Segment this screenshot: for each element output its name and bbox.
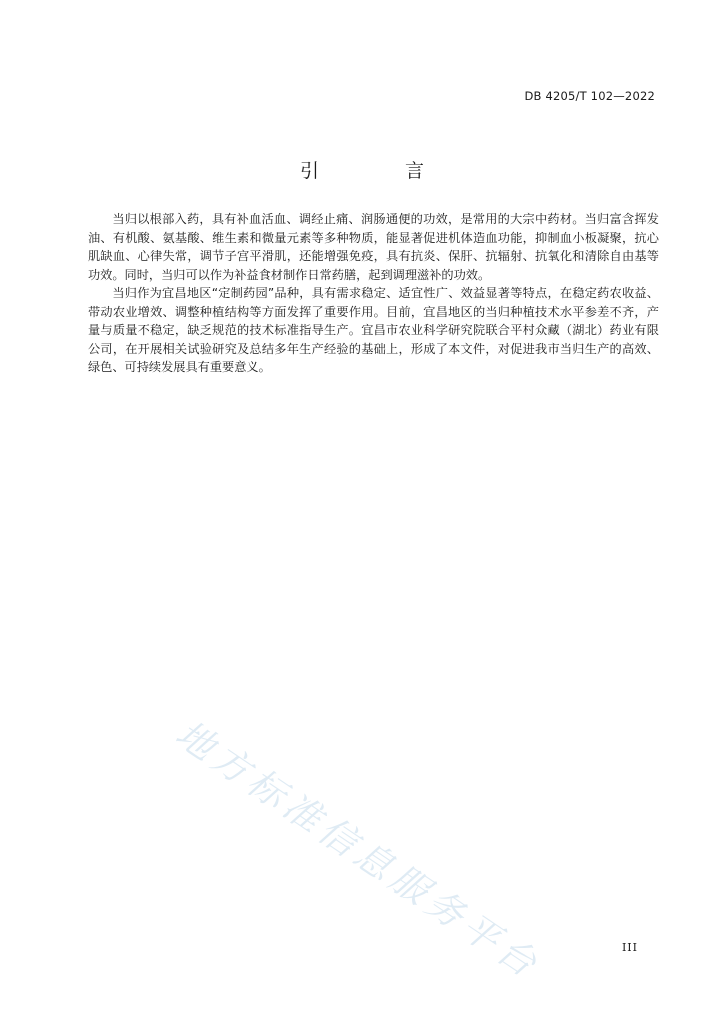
paragraph-2: 当归作为宜昌地区“定制药园”品种，具有需求稳定、适宜性广、效益显著等特点，在稳定药农收益、带动农业增效、调整种植结构等方面发挥了重要作用。目前，宜昌地区的当归种植技术水平参差不齐，产量与质量不稳定，缺乏规范的技术标准指导生产。宜昌市农业科学研究院联合平村众藏（湖北）药业有限公司，在开展相关试验研究及总结多年生产经验的基础上，形成了本文件，对促进我市当归生产的高效、绿色、可持续发展具有重要意义。 [88,286,659,374]
document-code: DB 4205/T 102—2022 [524,89,655,103]
page-title: 引 言 [299,160,465,182]
page-number: III [621,941,638,954]
watermark: 地方标准信息服务平台 [168,712,549,989]
introduction-body [88,210,659,377]
paragraph-1: 当归以根部入药，具有补血活血、调经止痛、润肠通便的功效，是常用的大宗中药材。当归富含挥发油、有机酸、氨基酸、维生素和微量元素等多种物质，能显著促进机体造血功能，抑制血小板凝聚，抗心肌缺血、心律失常，调节子宫平滑肌，还能增强免疫，具有抗炎、保肝、抗辐射、抗氧化和清除自由基等功效。同时，当归可以作为补益食材制作日常药膳，起到调理滋补的功效。 [88,212,659,282]
